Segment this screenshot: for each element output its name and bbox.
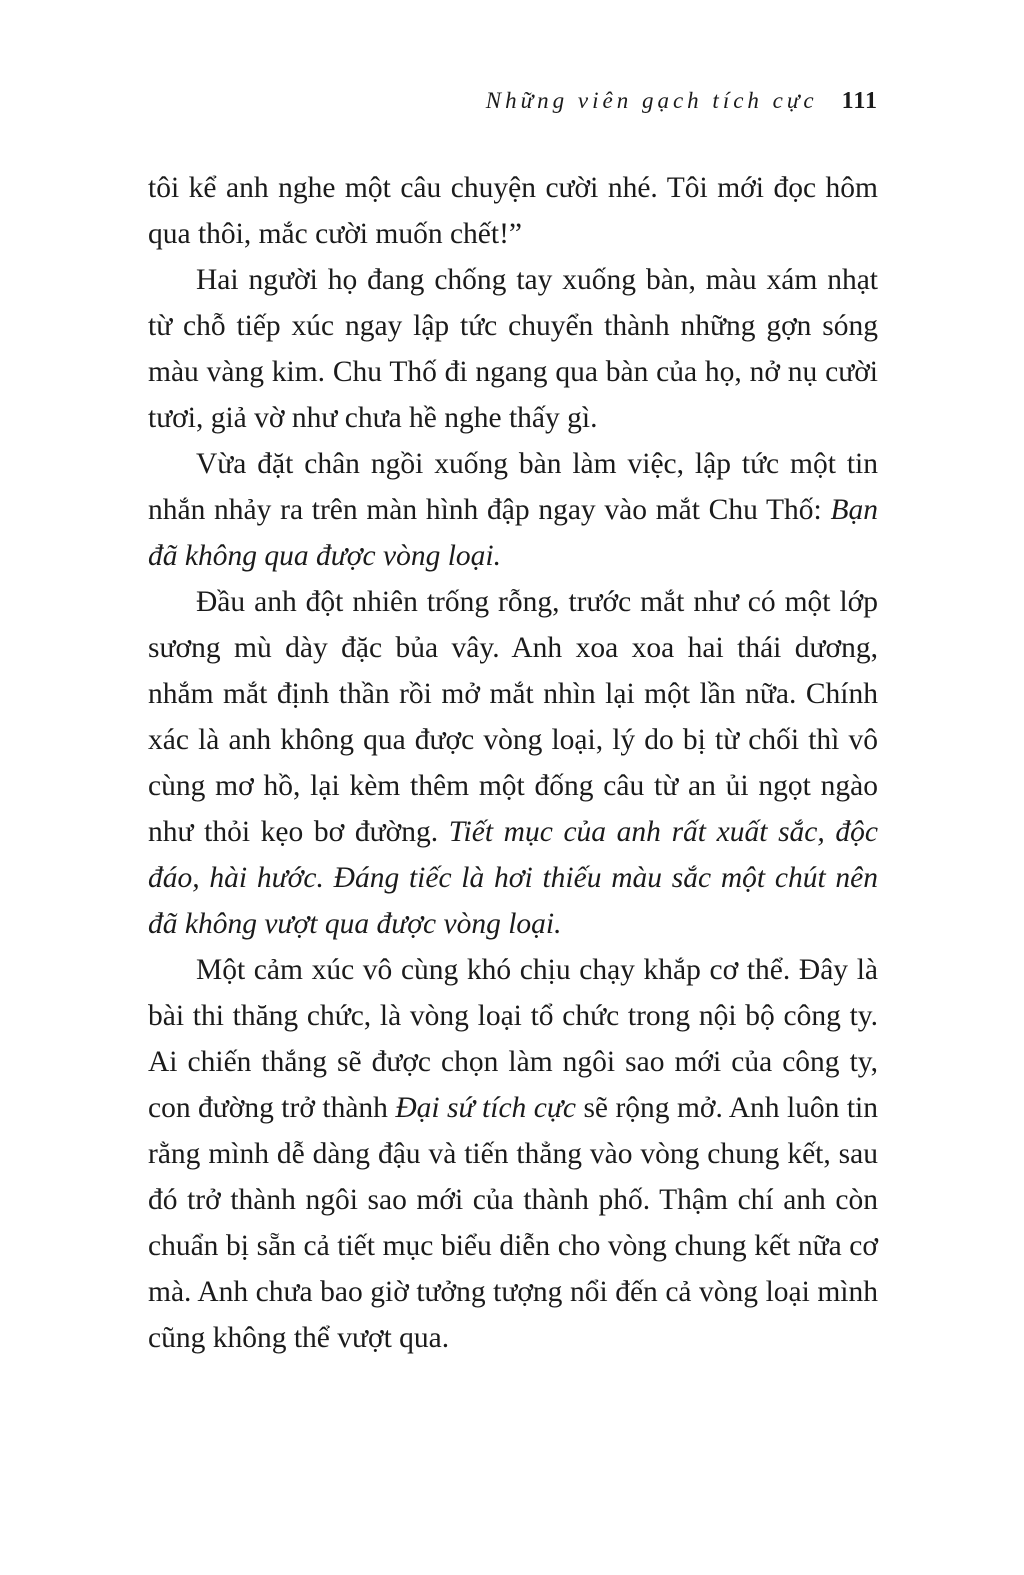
paragraph-4	[148, 579, 878, 947]
page-number: 111	[841, 88, 878, 114]
text-run: Đầu anh đột nhiên trống rỗng, trước mắt như có một lớp sương mù dày đặc bủa vây. Anh xoa xoa hai thái dương, nhắm mắt định thần rồi mở mắt nhìn lại một lần nữa. Chính xác là anh không qua được vòng loại, lý do bị từ chối thì vô cùng mơ hồ, lại kèm thêm một đống câu từ an ủi ngọt ngào như thỏi kẹo bơ đường.	[148, 586, 878, 848]
text-run: Một cảm xúc vô cùng khó chịu chạy khắp cơ thể. Đây là bài thi thăng chức, là vòng loại tổ chức trong nội bộ công ty. Ai chiến thắng sẽ được chọn làm ngôi sao mới của công ty, con đường trở thành	[148, 954, 878, 1124]
paragraph-1	[148, 165, 878, 257]
paragraph-2	[148, 257, 878, 441]
running-title: Những viên gạch tích cực	[485, 88, 818, 113]
text-run: sẽ rộng mở. Anh luôn tin rằng mình dễ dàng đậu và tiến thẳng vào vòng chung kết, sau đó trở thành ngôi sao mới của thành phố. Thậm chí anh còn chuẩn bị sẵn cả tiết mục biểu diễn cho vòng chung kết nữa cơ mà. Anh chưa bao giờ tưởng tượng nổi đến cả vòng loại mình cũng không thể vượt qua.	[148, 1092, 878, 1354]
paragraph-5	[148, 947, 878, 1361]
paragraph-3	[148, 441, 878, 579]
text-run-italic: Bạn đã không qua được vòng loại.	[148, 494, 878, 572]
running-header	[148, 88, 878, 115]
text-run: Hai người họ đang chống tay xuống bàn, màu xám nhạt từ chỗ tiếp xúc ngay lập tức chuyển thành những gợn sóng màu vàng kim. Chu Thố đi ngang qua bàn của họ, nở nụ cười tươi, giả vờ như chưa hề nghe thấy gì.	[148, 264, 878, 434]
text-run-italic: Tiết mục của anh rất xuất sắc, độc đáo, hài hước. Đáng tiếc là hơi thiếu màu sắc một chút nên đã không vượt qua được vòng loại.	[148, 816, 878, 940]
text-run-italic: Đại sứ tích cực	[395, 1092, 577, 1124]
text-run: tôi kể anh nghe một câu chuyện cười nhé. Tôi mới đọc hôm qua thôi, mắc cười muốn chết!”	[148, 172, 878, 250]
body-text	[148, 165, 878, 1361]
text-run: Vừa đặt chân ngồi xuống bàn làm việc, lập tức một tin nhắn nhảy ra trên màn hình đập ngay vào mắt Chu Thố:	[148, 448, 878, 526]
